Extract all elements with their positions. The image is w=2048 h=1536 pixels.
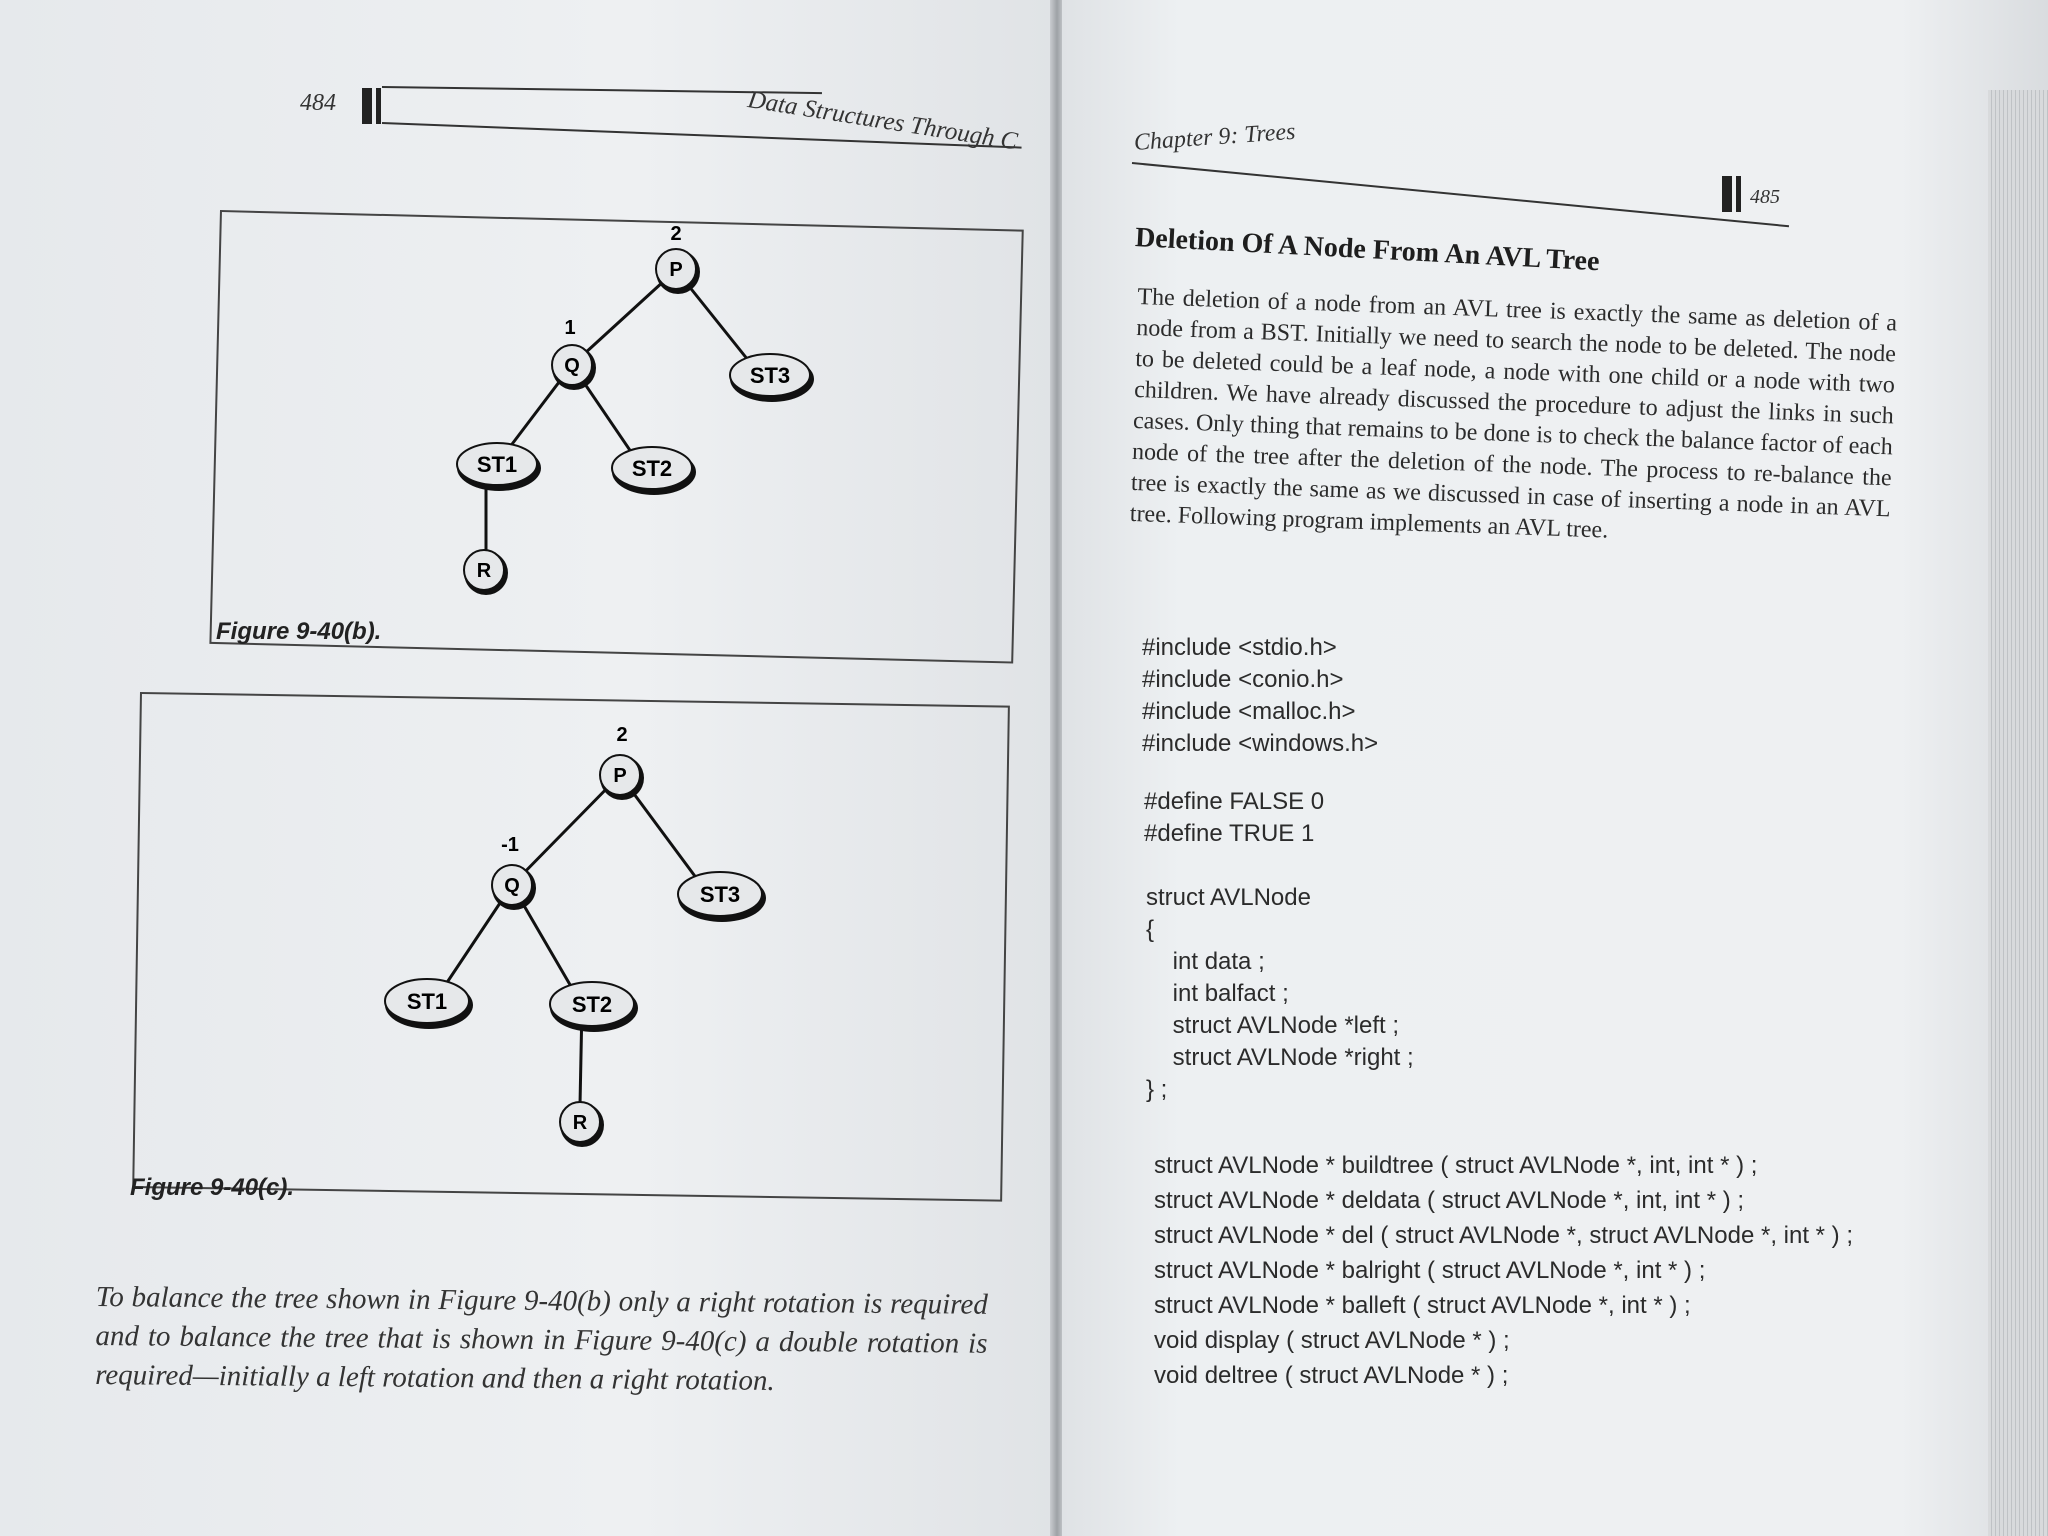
balance-q-b: 1 xyxy=(564,317,576,339)
node-label: ST2 xyxy=(571,992,613,1017)
figure-b-caption: Figure 9-40(b). xyxy=(216,618,382,645)
page-number-right: 485 xyxy=(1750,186,1780,208)
code-line: struct AVLNode * del ( struct AVLNode *, struct AVLNode *, int * ) ; xyxy=(1154,1222,1853,1249)
node-label: P xyxy=(669,259,683,281)
code-line: void deltree ( struct AVLNode * ) ; xyxy=(1154,1362,1509,1389)
code-prototypes xyxy=(1154,1148,1853,1393)
code-line: #define TRUE 1 xyxy=(1144,820,1315,847)
node-label: Q xyxy=(504,875,520,897)
code-line: int data ; xyxy=(1146,948,1265,975)
node-label: ST2 xyxy=(631,456,673,481)
balance-p-b: 2 xyxy=(670,223,682,245)
node-st1-c xyxy=(385,979,473,1029)
code-line: int balfact ; xyxy=(1146,980,1289,1007)
right-body-paragraph: The deletion of a node from an AVL tree is exactly the same as deletion of a node from a BST. Initially we need to search the node to be deleted. The node to be deleted could be a leaf node, a node with one child or a node with two children. We have already discussed the procedure to adjust the links in such cases. Only thing that remains to be done is to check the balance factor of each node of the tree after the deletion of the node. The process to re-balance the tree is exactly the same as we discussed in case of inserting a node in an AVL tree. Following program implements an AVL tree. xyxy=(1129,283,1898,544)
left-body-paragraph: To balance the tree shown in Figure 9-40(b) only a right rotation is required and to balance the tree that is shown in Figure 9-40(c) a double rotation is required—initially a left rotation and then a right rotation. xyxy=(95,1280,988,1397)
header-bar-mark xyxy=(1736,176,1741,212)
code-includes xyxy=(1142,632,1378,760)
code-line: #include <malloc.h> xyxy=(1142,698,1356,725)
node-st2-c xyxy=(550,982,638,1032)
node-p-c xyxy=(600,755,644,800)
header-rule-right xyxy=(1132,162,1789,227)
right-page xyxy=(1062,0,2048,1536)
code-line: struct AVLNode xyxy=(1146,884,1311,911)
header-bar-mark xyxy=(1722,176,1732,212)
code-line: struct AVLNode * balright ( struct AVLNode *, int * ) ; xyxy=(1154,1257,1706,1284)
node-label: ST1 xyxy=(406,989,448,1014)
node-label: P xyxy=(613,765,627,787)
code-struct xyxy=(1146,882,1414,1106)
node-r-c xyxy=(560,1102,604,1147)
node-p-b xyxy=(656,249,700,294)
node-r-b xyxy=(464,550,508,595)
balance-q-c: -1 xyxy=(501,834,519,856)
code-line: #include <windows.h> xyxy=(1142,730,1379,757)
header-bar-mark xyxy=(362,88,372,124)
node-label: ST3 xyxy=(699,882,741,907)
code-line: struct AVLNode * deldata ( struct AVLNode *, int, int * ) ; xyxy=(1154,1187,1745,1214)
code-line: { xyxy=(1146,916,1155,943)
figure-b-tree xyxy=(420,210,1055,630)
section-heading: Deletion Of A Node From An AVL Tree xyxy=(1134,222,1601,278)
header-bar-mark xyxy=(376,88,381,124)
node-label: ST1 xyxy=(476,452,518,477)
code-line: #include <conio.h> xyxy=(1142,666,1344,693)
node-label: Q xyxy=(564,355,580,377)
node-st3-b xyxy=(730,354,814,402)
code-line: } ; xyxy=(1146,1076,1168,1103)
code-defines xyxy=(1144,786,1324,850)
node-label: ST3 xyxy=(749,363,791,388)
node-st1-b xyxy=(457,443,541,491)
figure-c-tree xyxy=(340,705,1040,1165)
code-line: void display ( struct AVLNode * ) ; xyxy=(1154,1327,1510,1354)
figure-c-caption: Figure 9-40(c). xyxy=(130,1174,295,1201)
chapter-header: Chapter 9: Trees xyxy=(1133,118,1297,156)
node-label: R xyxy=(572,1112,588,1134)
node-q-c xyxy=(492,865,536,910)
code-line: #define FALSE 0 xyxy=(1144,788,1325,815)
page-number-left: 484 xyxy=(300,90,336,116)
code-line: struct AVLNode *left ; xyxy=(1146,1012,1400,1039)
code-line: struct AVLNode * buildtree ( struct AVLNode *, int, int * ) ; xyxy=(1154,1152,1758,1179)
node-st3-c xyxy=(678,872,766,922)
running-header: Data Structures Through C xyxy=(745,86,1020,156)
code-line: #include <stdio.h> xyxy=(1142,634,1337,661)
node-q-b xyxy=(552,345,596,390)
balance-p-c: 2 xyxy=(616,724,628,746)
code-line: struct AVLNode *right ; xyxy=(1146,1044,1414,1071)
code-line: struct AVLNode * balleft ( struct AVLNode *, int * ) ; xyxy=(1154,1292,1691,1319)
page-edges xyxy=(1988,90,2048,1536)
node-label: R xyxy=(476,560,492,582)
node-st2-b xyxy=(612,447,696,495)
